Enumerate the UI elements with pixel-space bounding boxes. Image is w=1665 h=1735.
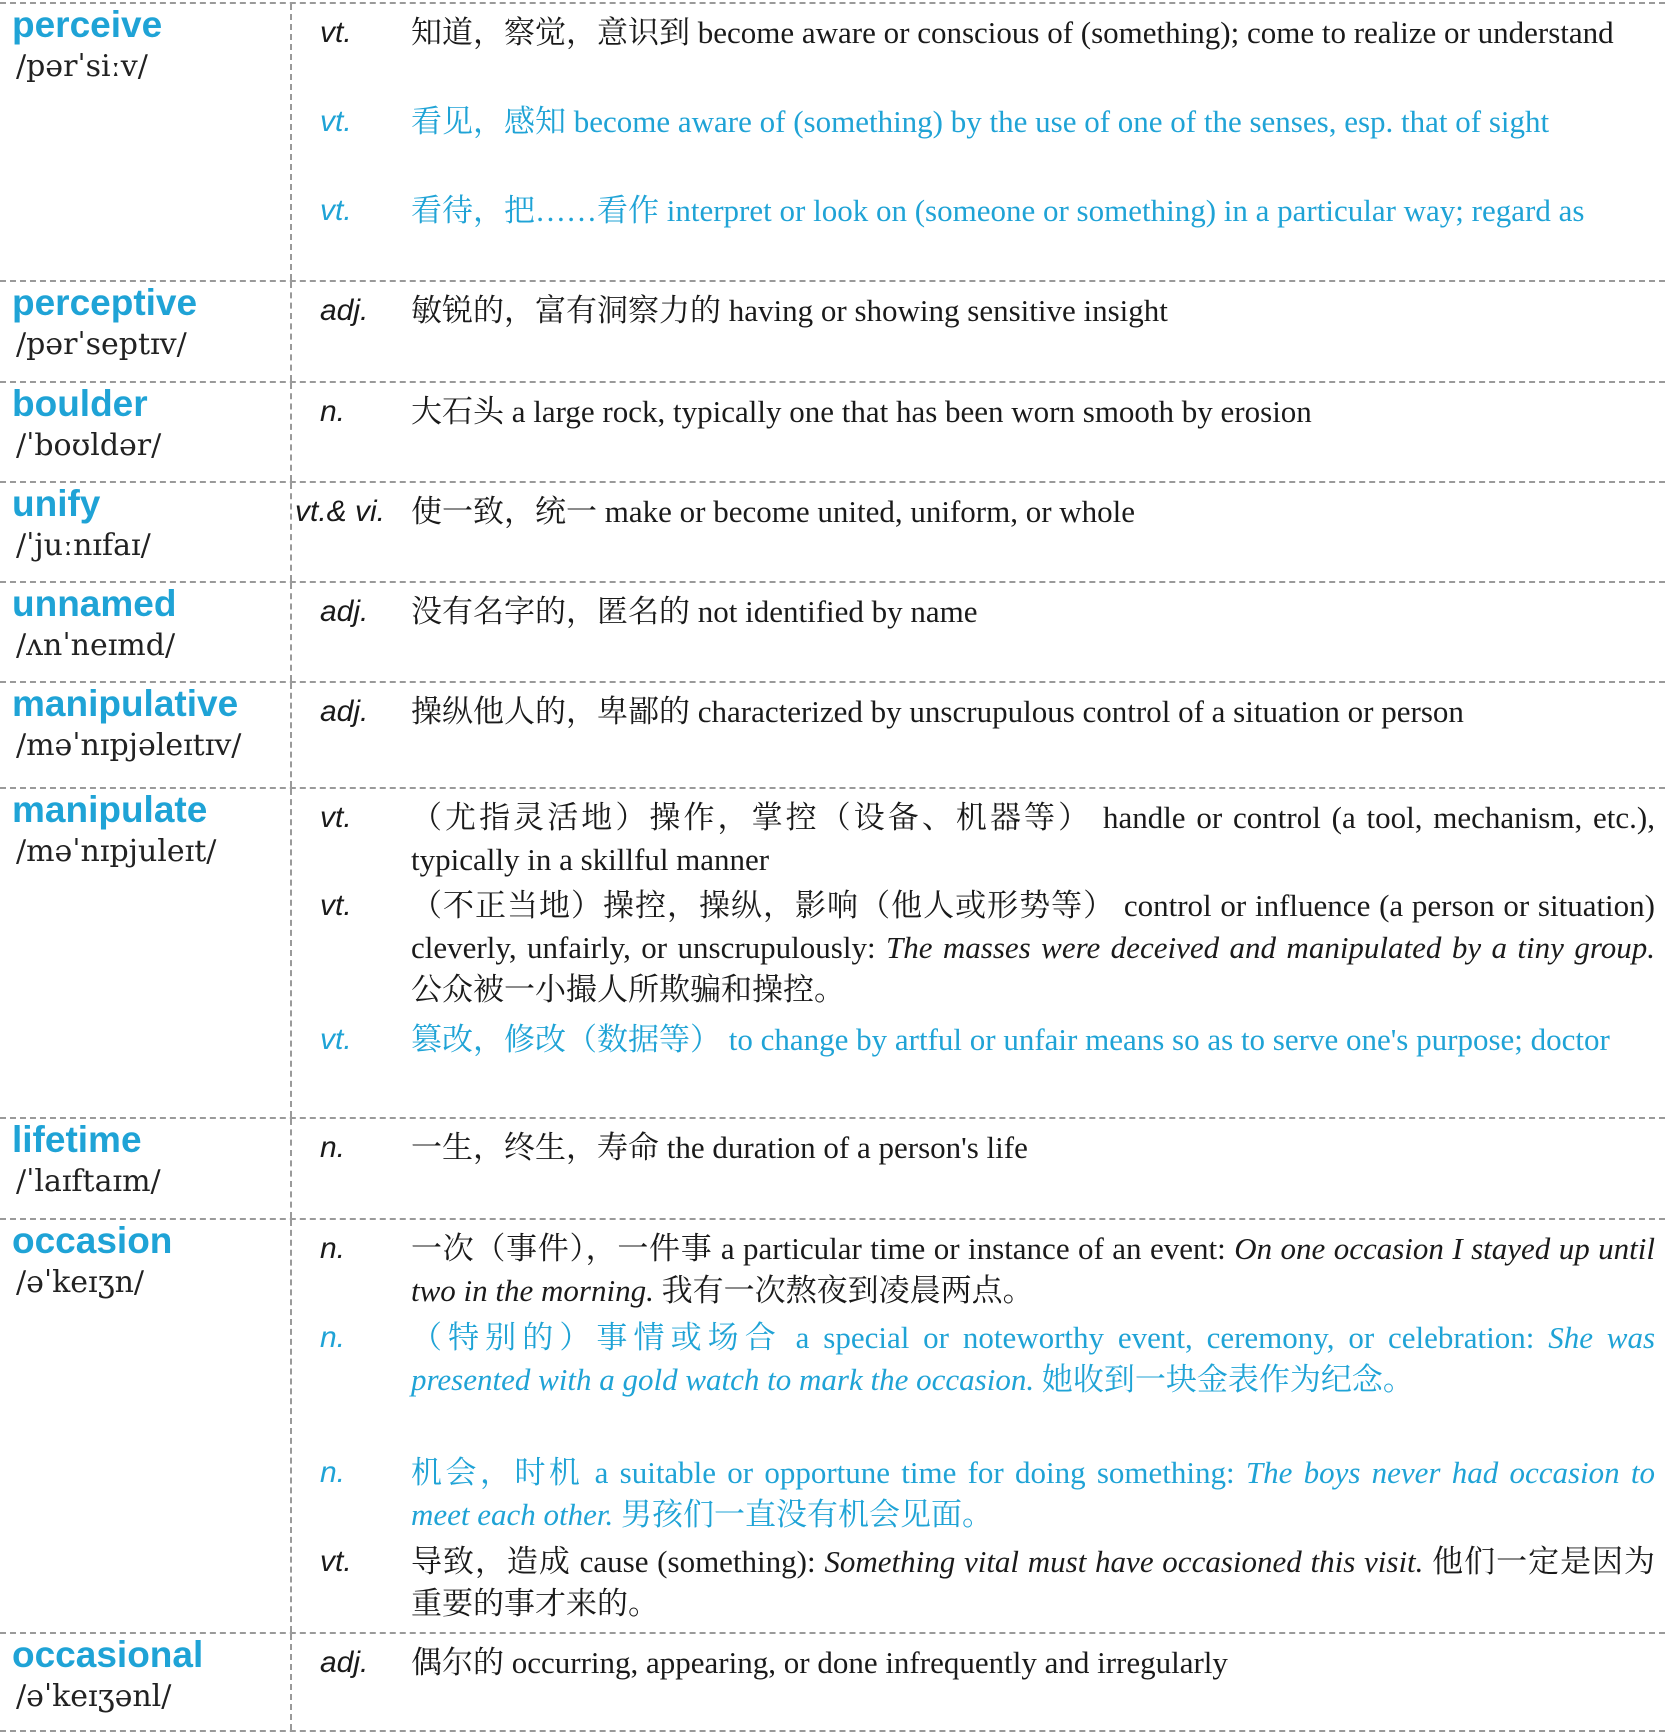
phonetic: /ˈboʊldər/ bbox=[16, 428, 162, 463]
definition bbox=[411, 1452, 1655, 1536]
phonetic: /məˈnɪpjəleɪtɪv/ bbox=[16, 728, 242, 763]
definition-text: （不正当地）操控，操纵，影响（他人或形势等） control or influence (a person or situation) cleverly, unfairly, or unscrupulously: bbox=[411, 888, 1655, 965]
definition bbox=[411, 1541, 1655, 1625]
entry-unify bbox=[0, 481, 1665, 581]
headword: lifetime bbox=[12, 1119, 142, 1160]
headword-cell bbox=[0, 282, 292, 381]
headword: perceive bbox=[12, 4, 163, 45]
definition-text: 机会，时机 a suitable or opportune time for doing something: bbox=[411, 1455, 1235, 1490]
example-translation: 公众被一小撮人所欺骗和操控。 bbox=[411, 972, 845, 1007]
definition: 看待，把……看作 interpret or look on (someone or something) in a particular way; regard as bbox=[411, 193, 1585, 228]
definition: 操纵他人的，卑鄙的 characterized by unscrupulous control of a situation or person bbox=[411, 694, 1464, 729]
definition bbox=[411, 1228, 1655, 1312]
part-of-speech: adj. bbox=[320, 294, 369, 327]
definition: 使一致，统一 make or become united, uniform, or whole bbox=[411, 494, 1136, 529]
headword: occasional bbox=[12, 1634, 204, 1675]
entry-occasional bbox=[0, 1632, 1665, 1732]
phonetic: /əˈkeɪʒn/ bbox=[16, 1265, 144, 1300]
headword-cell bbox=[0, 583, 292, 681]
phonetic: /ˈjuːnɪfaɪ/ bbox=[16, 528, 151, 563]
definition: 没有名字的，匿名的 not identified by name bbox=[411, 594, 978, 629]
headword-cell bbox=[0, 683, 292, 787]
entry-boulder bbox=[0, 381, 1665, 481]
part-of-speech: adj. bbox=[320, 1646, 369, 1679]
definition-text: （特别的）事情或场合 a special or noteworthy event, ceremony, or celebration: bbox=[411, 1320, 1535, 1355]
definition-text: 导致，造成 cause (something): bbox=[411, 1544, 816, 1579]
definition: 一生，终生，寿命 the duration of a person's life bbox=[411, 1130, 1028, 1165]
headword: unify bbox=[12, 483, 101, 524]
part-of-speech: n. bbox=[320, 1321, 346, 1354]
entry-manipulate bbox=[0, 787, 1665, 1117]
part-of-speech: n. bbox=[320, 1456, 346, 1489]
example-translation: 他们一定是因为重要的事才来的。 bbox=[411, 1544, 1656, 1621]
entry-unnamed bbox=[0, 581, 1665, 681]
definition: 篡改，修改（数据等） to change by artful or unfair means so as to serve one's purpose; doctor bbox=[411, 1022, 1610, 1057]
headword: boulder bbox=[12, 383, 148, 424]
part-of-speech: vt.& vi. bbox=[295, 495, 386, 528]
headword-cell bbox=[0, 4, 292, 280]
definition: （尤指灵活地）操作，掌控（设备、机器等） handle or control (a tool, mechanism, etc.), typically in a skillful manner bbox=[411, 800, 1655, 877]
part-of-speech: n. bbox=[320, 395, 346, 428]
example-translation: 她收到一块金表作为纪念。 bbox=[1041, 1362, 1414, 1397]
part-of-speech: vt. bbox=[320, 16, 352, 49]
headword: perceptive bbox=[12, 282, 198, 323]
part-of-speech: vt. bbox=[320, 889, 352, 922]
example-sentence: She was presented with a gold watch to mark the occasion. bbox=[411, 1320, 1656, 1397]
entry-manipulative bbox=[0, 681, 1665, 787]
part-of-speech: n. bbox=[320, 1232, 346, 1265]
part-of-speech: vt. bbox=[320, 105, 352, 138]
phonetic: /ʌnˈneɪmd/ bbox=[16, 628, 176, 663]
part-of-speech: vt. bbox=[320, 194, 352, 227]
definition bbox=[411, 885, 1655, 1011]
example-sentence: Something vital must have occasioned this visit. bbox=[824, 1544, 1424, 1579]
headword-cell bbox=[0, 1119, 292, 1218]
example-sentence: The boys never had occasion to meet each other. bbox=[411, 1455, 1655, 1532]
part-of-speech: adj. bbox=[320, 595, 369, 628]
headword: occasion bbox=[12, 1220, 173, 1261]
definition-text: 一次（事件），一件事 a particular time or instance of an event: bbox=[411, 1231, 1226, 1266]
example-sentence: The masses were deceived and manipulated by a tiny group. bbox=[885, 930, 1655, 965]
headword-cell bbox=[0, 789, 292, 1117]
phonetic: /ˈlaɪftaɪm/ bbox=[16, 1164, 161, 1199]
headword: unnamed bbox=[12, 583, 177, 624]
headword-cell bbox=[0, 1634, 292, 1730]
definition: 敏锐的，富有洞察力的 having or showing sensitive insight bbox=[411, 293, 1168, 328]
part-of-speech: vt. bbox=[320, 801, 352, 834]
definition: 看见，感知 become aware of (something) by the use of one of the senses, esp. that of sight bbox=[411, 104, 1550, 139]
headword-cell bbox=[0, 1220, 292, 1632]
part-of-speech: vt. bbox=[320, 1023, 352, 1056]
headword-cell bbox=[0, 483, 292, 581]
example-translation: 我有一次熬夜到凌晨两点。 bbox=[661, 1273, 1034, 1308]
definition: 知道，察觉，意识到 become aware or conscious of (something); come to realize or understand bbox=[411, 15, 1614, 50]
part-of-speech: vt. bbox=[320, 1545, 352, 1578]
example-sentence: On one occasion I stayed up until two in the morning. bbox=[411, 1231, 1656, 1308]
phonetic: /pərˈsiːv/ bbox=[16, 49, 148, 84]
entry-lifetime bbox=[0, 1117, 1665, 1218]
entry-perceptive bbox=[0, 280, 1665, 381]
phonetic: /əˈkeɪʒənl/ bbox=[16, 1679, 172, 1714]
part-of-speech: n. bbox=[320, 1131, 346, 1164]
definition: 偶尔的 occurring, appearing, or done infrequently and irregularly bbox=[411, 1645, 1228, 1680]
phonetic: /pərˈseptɪv/ bbox=[16, 327, 187, 362]
definition bbox=[411, 1317, 1655, 1401]
headword: manipulate bbox=[12, 789, 208, 830]
definition: 大石头 a large rock, typically one that has been worn smooth by erosion bbox=[411, 394, 1312, 429]
phonetic: /məˈnɪpjuleɪt/ bbox=[16, 834, 217, 869]
entry-occasion bbox=[0, 1218, 1665, 1632]
entry-perceive bbox=[0, 2, 1665, 280]
part-of-speech: adj. bbox=[320, 695, 369, 728]
example-translation: 男孩们一直没有机会见面。 bbox=[621, 1497, 994, 1532]
headword: manipulative bbox=[12, 683, 239, 724]
headword-cell bbox=[0, 383, 292, 481]
